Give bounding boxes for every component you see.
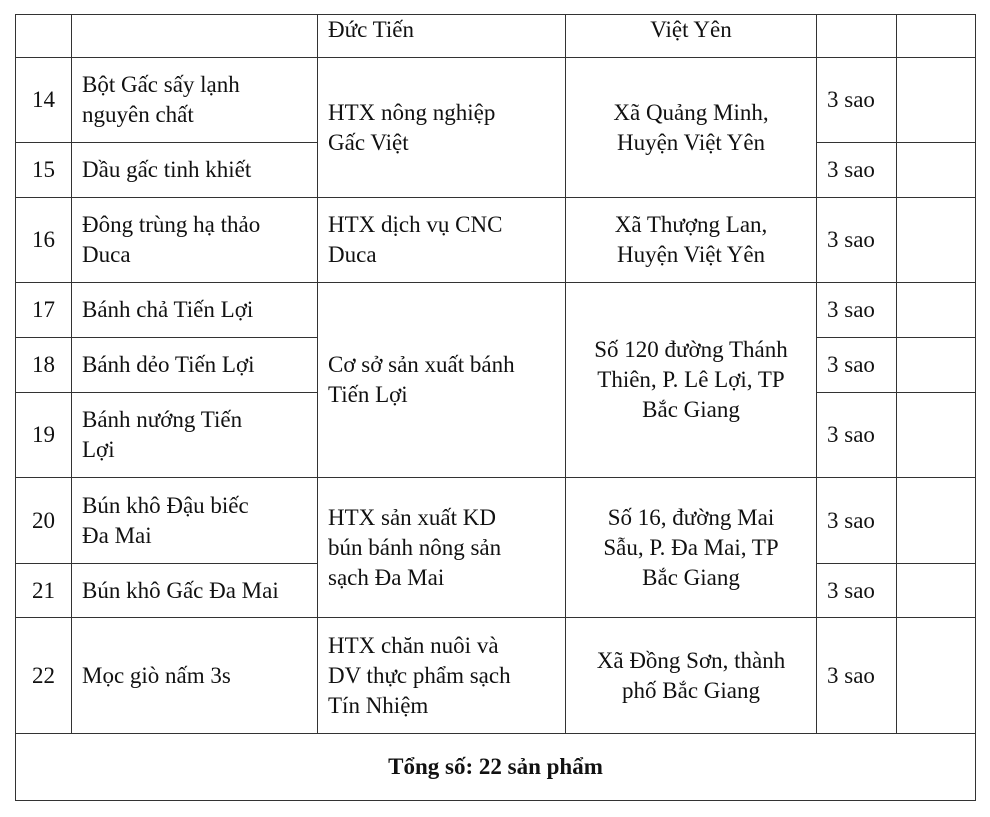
product-name: Bún khô Đậu biếc Đa Mai — [72, 478, 318, 564]
table-row — [16, 58, 976, 143]
product-table — [15, 14, 976, 801]
note-cell — [897, 618, 976, 734]
producer-address: Xã Đồng Sơn, thành phố Bắc Giang — [566, 618, 817, 734]
producer-name: HTX sản xuất KD bún bánh nông sản sạch Đa Mai — [318, 478, 566, 618]
row-number: 18 — [16, 338, 72, 393]
star-rating: 3 sao — [817, 58, 897, 143]
note-cell — [897, 393, 976, 478]
star-rating: 3 sao — [817, 198, 897, 283]
note-cell — [897, 198, 976, 283]
product-name: Đông trùng hạ thảo Duca — [72, 198, 318, 283]
document-page — [15, 14, 976, 801]
producer-name: HTX nông nghiệp Gấc Việt — [318, 58, 566, 198]
table-row — [16, 283, 976, 338]
table-row — [16, 618, 976, 734]
product-name: Bánh nướng Tiến Lợi — [72, 393, 318, 478]
total-row — [16, 734, 976, 801]
table-row — [16, 478, 976, 564]
row-number: 16 — [16, 198, 72, 283]
producer-name: Đức Tiến — [318, 15, 566, 58]
producer-name: HTX chăn nuôi và DV thực phẩm sạch Tín Nhiệm — [318, 618, 566, 734]
product-name: Bún khô Gấc Đa Mai — [72, 564, 318, 618]
star-rating: 3 sao — [817, 338, 897, 393]
total-count: Tổng số: 22 sản phẩm — [16, 734, 976, 801]
producer-address: Việt Yên — [566, 15, 817, 58]
note-cell — [897, 143, 976, 198]
star-rating: 3 sao — [817, 618, 897, 734]
product-name: Mọc giò nấm 3s — [72, 618, 318, 734]
note-cell — [897, 58, 976, 143]
producer-address: Số 16, đường Mai Sẫu, P. Đa Mai, TP Bắc Giang — [566, 478, 817, 618]
note-cell — [897, 15, 976, 58]
product-name: Dầu gấc tinh khiết — [72, 143, 318, 198]
producer-address: Số 120 đường Thánh Thiên, P. Lê Lợi, TP Bắc Giang — [566, 283, 817, 478]
producer-name: Cơ sở sản xuất bánh Tiến Lợi — [318, 283, 566, 478]
row-number: 21 — [16, 564, 72, 618]
producer-name: HTX dịch vụ CNC Duca — [318, 198, 566, 283]
table-row — [16, 198, 976, 283]
star-rating: 3 sao — [817, 143, 897, 198]
producer-address: Xã Thượng Lan, Huyện Việt Yên — [566, 198, 817, 283]
star-rating: 3 sao — [817, 393, 897, 478]
row-number: 15 — [16, 143, 72, 198]
product-name: Bánh chả Tiến Lợi — [72, 283, 318, 338]
row-number: 17 — [16, 283, 72, 338]
note-cell — [897, 478, 976, 564]
table-row — [16, 15, 976, 58]
star-rating: 3 sao — [817, 478, 897, 564]
product-name: Bánh dẻo Tiến Lợi — [72, 338, 318, 393]
star-rating — [817, 15, 897, 58]
row-number: 14 — [16, 58, 72, 143]
note-cell — [897, 283, 976, 338]
row-number: 19 — [16, 393, 72, 478]
row-number: 20 — [16, 478, 72, 564]
star-rating: 3 sao — [817, 283, 897, 338]
note-cell — [897, 564, 976, 618]
producer-address: Xã Quảng Minh, Huyện Việt Yên — [566, 58, 817, 198]
row-number: 22 — [16, 618, 72, 734]
star-rating: 3 sao — [817, 564, 897, 618]
product-name — [72, 15, 318, 58]
note-cell — [897, 338, 976, 393]
product-name: Bột Gấc sấy lạnh nguyên chất — [72, 58, 318, 143]
row-number — [16, 15, 72, 58]
